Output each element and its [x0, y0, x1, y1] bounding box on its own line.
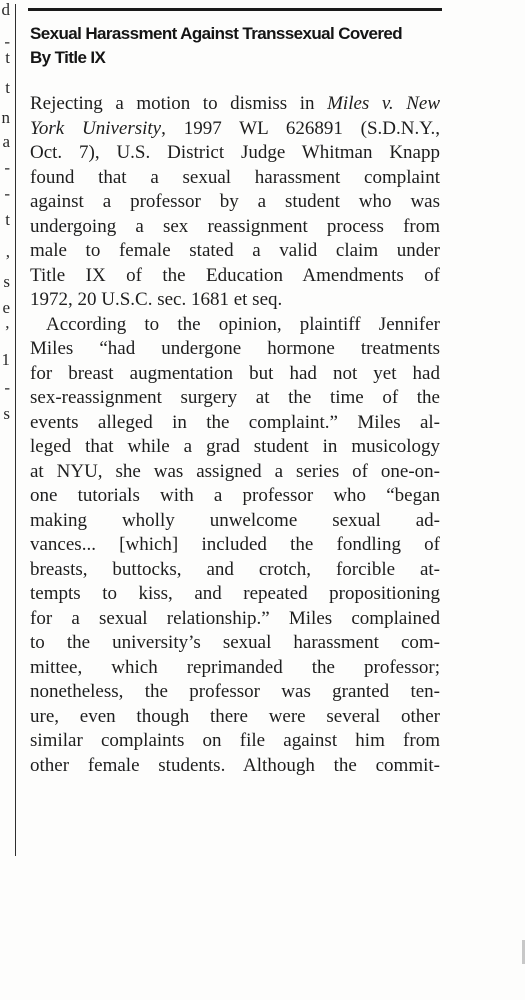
article [30, 22, 440, 778]
left-column-fragment: s [3, 404, 10, 423]
paragraph-2-line: vances... [which] included the fondling of [30, 534, 440, 555]
left-column-fragment: - [4, 32, 10, 51]
left-column-fragment: s [3, 272, 10, 291]
paragraph-1-line [30, 288, 440, 313]
paragraph-1-line [30, 92, 440, 117]
text-segment: Rejecting a motion to dismiss in [30, 93, 328, 114]
paragraph-2 [30, 313, 440, 779]
paragraph-1-line [30, 215, 440, 240]
paragraph-1-line [30, 141, 440, 166]
text-segment: 1972, 20 U.S.C. sec. 1681 et seq. [30, 289, 283, 310]
paragraph-2-line: one tutorials with a professor who “began [30, 485, 440, 506]
paragraph-2-line: According to the opinion, plaintiff Jennifer [46, 313, 440, 335]
headline-line-1: Sexual Harassment Against Transsexual Covered [30, 24, 403, 43]
left-column-fragment: t [5, 48, 10, 67]
paragraph-2-line: at NYU, she was assigned a series of one-on- [30, 460, 440, 482]
left-column-fragment: d [1, 0, 10, 19]
paragraph-2-line: Miles “had undergone hormone treatments [30, 338, 440, 359]
paragraph-1 [30, 92, 440, 313]
paragraph-2-line: for breast augmentation but had not yet had [30, 362, 440, 384]
left-column-fragment: e [2, 298, 10, 317]
paragraph-2-line: mittee, which reprimanded the professor; [30, 656, 440, 678]
left-column-fragment: n [1, 108, 10, 127]
text-segment: undergoing a sex reassignment process from [30, 215, 440, 237]
paragraph-1-line [30, 264, 440, 289]
text-segment: , 1997 WL 626891 (S.D.N.Y., [161, 117, 440, 139]
paragraph-2-line: to the university’s sexual harassment com- [30, 632, 440, 653]
paragraph-2-line: leged that while a grad student in musicology [30, 436, 440, 457]
article-top-rule [28, 8, 442, 11]
paragraph-1-line [30, 190, 440, 215]
left-column-fragment: ’ [4, 322, 10, 341]
left-column-fragment: t [5, 210, 10, 229]
article-headline [30, 22, 440, 70]
paragraph-2-line: other female students. Although the commit- [30, 754, 440, 776]
article-body [30, 92, 440, 778]
paragraph-2-line: making wholly unwelcome sexual ad- [30, 509, 440, 531]
paragraph-2-line: nonetheless, the professor was granted ten- [30, 681, 440, 702]
text-segment: Oct. 7), U.S. District Judge Whitman Knapp [30, 142, 440, 163]
left-column-fragment: a [2, 132, 10, 151]
paragraph-2-line: for a sexual relationship.” Miles complained [30, 607, 440, 629]
left-column-fragment: - [4, 184, 10, 203]
paragraph-2-line: similar complaints on file against him from [30, 730, 440, 751]
left-column-fragment: t [5, 78, 10, 97]
paragraph-2-line: ure, even though there were several other [30, 705, 440, 727]
case-name-italic: Miles v. New [327, 93, 441, 114]
text-segment: Title IX of the Education Amendments of [30, 264, 440, 286]
text-segment: male to female stated a valid claim under [30, 240, 440, 261]
paragraph-2-line: events alleged in the complaint.” Miles al- [30, 411, 440, 433]
column-divider-rule [15, 4, 16, 856]
paragraph-2-line: sex-reassignment surgery at the time of the [30, 387, 440, 408]
case-name-italic: York University [30, 117, 162, 139]
paragraph-1-line [30, 166, 440, 191]
left-column-fragment: - [4, 378, 10, 397]
left-column-fragment: 1 [1, 350, 10, 369]
left-column-fragment: - [4, 158, 10, 177]
paragraph-1-line [30, 117, 440, 142]
headline-line-2: By Title IX [30, 48, 106, 67]
text-segment: against a professor by a student who was [30, 191, 440, 212]
paragraph-2-line: breasts, buttocks, and crotch, forcible at- [30, 558, 440, 580]
cropped-left-column [0, 0, 12, 860]
paragraph-2-line: tempts to kiss, and repeated propositioning [30, 583, 440, 604]
left-column-fragment: , [5, 242, 10, 261]
paragraph-1-line [30, 239, 440, 264]
text-segment: found that a sexual harassment complaint [30, 166, 440, 188]
